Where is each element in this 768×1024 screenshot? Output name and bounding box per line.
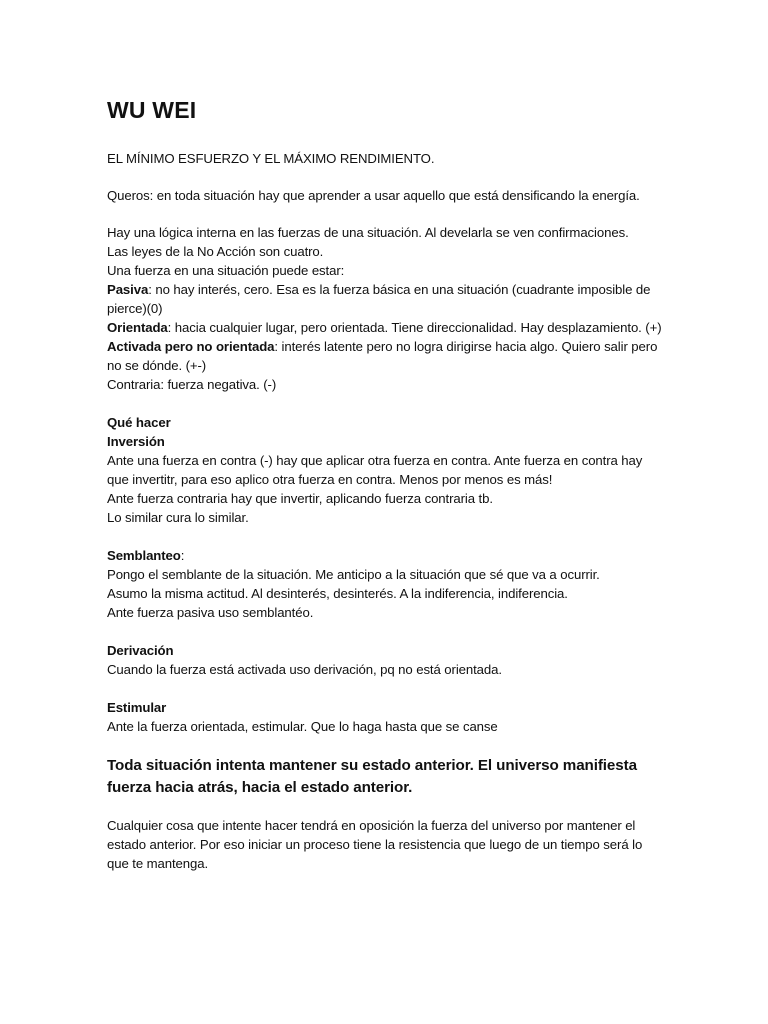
inversion-line: Ante fuerza contraria hay que invertir, aplicando fuerza contraria tb. [107, 491, 493, 506]
semblanteo-colon: : [180, 548, 185, 563]
inversion-line: Ante una fuerza en contra (-) hay que aplicar otra fuerza en contra. Ante fuerza en contra hay que invertitr, para eso aplico otra fuerza en contra. Menos por menos es más! [107, 453, 643, 487]
semblanteo-line: Pongo el semblante de la situación. Me anticipo a la situación que sé que va a ocurrir. [107, 567, 600, 582]
logic-line: Hay una lógica interna en las fuerzas de una situación. Al develarla se ven confirmaciones. [107, 225, 629, 240]
laws-line: Las leyes de la No Acción son cuatro. [107, 244, 324, 259]
semblanteo-line: Ante fuerza pasiva uso semblantéo. [107, 605, 314, 620]
pasiva-text: : no hay interés, cero. Esa es la fuerza básica en una situación (cuadrante imposible de pierce)(0) [107, 282, 651, 316]
principle-heading: Toda situación intenta mantener su estado anterior. El universo manifiesta fuerza hacia atrás, hacia el estado anterior. [107, 757, 637, 796]
orientada-item [107, 318, 667, 337]
que-hacer-section [107, 413, 667, 527]
que-hacer-heading: Qué hacer [107, 415, 171, 430]
orientada-label: Orientada [107, 320, 168, 335]
pasiva-item [107, 280, 667, 318]
derivacion-line: Cuando la fuerza está activada uso derivación, pq no está orientada. [107, 662, 502, 677]
orientada-text: : hacia cualquier lugar, pero orientada. Tiene direccionalidad. Hay desplazamiento. (+) [167, 320, 662, 335]
activada-text: : interés latente pero no logra dirigirse hacia algo. Quiero salir pero no se dónde. (+-) [107, 339, 658, 373]
derivacion-heading: Derivación [107, 643, 174, 658]
derivacion-section [107, 641, 667, 679]
semblanteo-heading: Semblanteo [107, 548, 181, 563]
semblanteo-heading-line [107, 546, 667, 565]
activada-item [107, 337, 667, 375]
closing-paragraph: Cualquier cosa que intente hacer tendrá en oposición la fuerza del universo por mantener el estado anterior. Por eso iniciar un proceso tiene la resistencia que luego de un tiempo será lo que te mantenga. [107, 818, 643, 871]
estimular-section [107, 698, 667, 736]
pasiva-label: Pasiva [107, 282, 149, 297]
contraria-item: Contraria: fuerza negativa. (-) [107, 377, 277, 392]
estimular-line: Ante la fuerza orientada, estimular. Que lo haga hasta que se canse [107, 719, 498, 734]
activada-label: Activada pero no orientada [107, 339, 275, 354]
semblanteo-line: Asumo la misma actitud. Al desinterés, desinterés. A la indiferencia, indiferencia. [107, 586, 568, 601]
estimular-heading: Estimular [107, 700, 167, 715]
document-title: WU WEI [107, 97, 197, 123]
inversion-line: Lo similar cura lo similar. [107, 510, 249, 525]
queros-paragraph: Queros: en toda situación hay que aprender a usar aquello que está densificando la energía. [107, 188, 640, 203]
document-page [107, 96, 667, 873]
document-subtitle: EL MÍNIMO ESFUERZO Y EL MÁXIMO RENDIMIENTO. [107, 151, 435, 166]
forces-section [107, 223, 667, 394]
semblanteo-section [107, 546, 667, 622]
inversion-heading: Inversión [107, 434, 165, 449]
force-states-line: Una fuerza en una situación puede estar: [107, 263, 345, 278]
